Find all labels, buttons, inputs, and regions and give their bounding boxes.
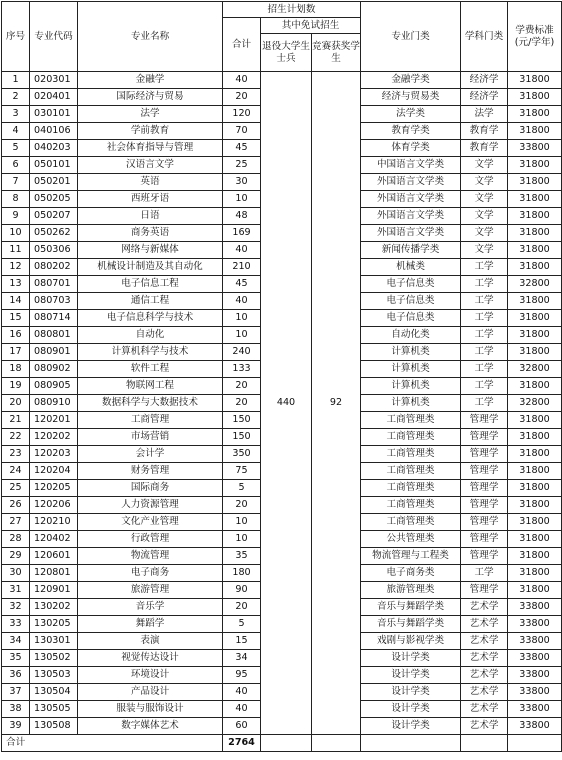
cell-name: 机械设计制造及其自动化 xyxy=(78,259,223,276)
cell-code: 130205 xyxy=(30,616,78,633)
header-fee: 学费标准(元/学年) xyxy=(508,2,562,72)
cell-total: 150 xyxy=(223,429,261,446)
cell-total: 20 xyxy=(223,395,261,412)
cell-total: 40 xyxy=(223,701,261,718)
cell-discipline: 管理学 xyxy=(461,497,508,514)
cell-name: 物联网工程 xyxy=(78,378,223,395)
cell-name: 国际经济与贸易 xyxy=(78,89,223,106)
header-category: 专业门类 xyxy=(361,2,461,72)
cell-total: 120 xyxy=(223,106,261,123)
cell-name: 英语 xyxy=(78,174,223,191)
cell-seq: 24 xyxy=(2,463,30,480)
cell-name: 网络与新媒体 xyxy=(78,242,223,259)
cell-fee: 31800 xyxy=(508,480,562,497)
cell-total: 240 xyxy=(223,344,261,361)
cell-seq: 19 xyxy=(2,378,30,395)
cell-category: 经济与贸易类 xyxy=(361,89,461,106)
cell-seq: 38 xyxy=(2,701,30,718)
cell-discipline: 法学 xyxy=(461,106,508,123)
cell-seq: 9 xyxy=(2,208,30,225)
cell-name: 西班牙语 xyxy=(78,191,223,208)
cell-discipline: 文学 xyxy=(461,174,508,191)
cell-seq: 27 xyxy=(2,514,30,531)
cell-seq: 5 xyxy=(2,140,30,157)
cell-name: 文化产业管理 xyxy=(78,514,223,531)
cell-category: 工商管理类 xyxy=(361,463,461,480)
cell-name: 国际商务 xyxy=(78,480,223,497)
cell-discipline: 管理学 xyxy=(461,429,508,446)
cell-seq: 15 xyxy=(2,310,30,327)
cell-seq: 34 xyxy=(2,633,30,650)
cell-category: 电子商务类 xyxy=(361,565,461,582)
cell-category: 戏剧与影视学类 xyxy=(361,633,461,650)
cell-fee: 33800 xyxy=(508,633,562,650)
cell-code: 080703 xyxy=(30,293,78,310)
cell-category: 电子信息类 xyxy=(361,310,461,327)
cell-code: 050201 xyxy=(30,174,78,191)
cell-category: 工商管理类 xyxy=(361,514,461,531)
cell-code: 080701 xyxy=(30,276,78,293)
cell-seq: 22 xyxy=(2,429,30,446)
cell-fee: 33800 xyxy=(508,701,562,718)
cell-fee: 31800 xyxy=(508,72,562,89)
cell-fee: 31800 xyxy=(508,412,562,429)
header-name: 专业名称 xyxy=(78,2,223,72)
cell-discipline: 文学 xyxy=(461,242,508,259)
cell-code: 050306 xyxy=(30,242,78,259)
cell-seq: 31 xyxy=(2,582,30,599)
total-category-empty xyxy=(361,735,461,752)
cell-discipline: 文学 xyxy=(461,191,508,208)
cell-discipline: 艺术学 xyxy=(461,684,508,701)
cell-name: 电子信息工程 xyxy=(78,276,223,293)
cell-fee: 31800 xyxy=(508,327,562,344)
cell-code: 130202 xyxy=(30,599,78,616)
cell-seq: 36 xyxy=(2,667,30,684)
cell-fee: 31800 xyxy=(508,89,562,106)
cell-fee: 33800 xyxy=(508,684,562,701)
cell-name: 法学 xyxy=(78,106,223,123)
cell-discipline: 工学 xyxy=(461,259,508,276)
cell-code: 020301 xyxy=(30,72,78,89)
cell-total: 40 xyxy=(223,293,261,310)
cell-seq: 30 xyxy=(2,565,30,582)
cell-fee: 33800 xyxy=(508,718,562,735)
cell-total: 45 xyxy=(223,140,261,157)
header-exempt-group: 其中免试招生 xyxy=(261,18,361,34)
cell-fee: 31800 xyxy=(508,123,562,140)
cell-discipline: 工学 xyxy=(461,565,508,582)
header-seq: 序号 xyxy=(2,2,30,72)
cell-discipline: 管理学 xyxy=(461,582,508,599)
cell-seq: 7 xyxy=(2,174,30,191)
total-discipline-empty xyxy=(461,735,508,752)
cell-discipline: 工学 xyxy=(461,361,508,378)
cell-category: 工商管理类 xyxy=(361,497,461,514)
cell-total: 10 xyxy=(223,191,261,208)
cell-code: 120201 xyxy=(30,412,78,429)
cell-discipline: 艺术学 xyxy=(461,701,508,718)
cell-code: 080905 xyxy=(30,378,78,395)
cell-name: 视觉传达设计 xyxy=(78,650,223,667)
cell-total: 90 xyxy=(223,582,261,599)
cell-category: 计算机类 xyxy=(361,344,461,361)
cell-category: 公共管理类 xyxy=(361,531,461,548)
header-discipline: 学科门类 xyxy=(461,2,508,72)
cell-total: 48 xyxy=(223,208,261,225)
cell-name: 计算机科学与技术 xyxy=(78,344,223,361)
cell-code: 040106 xyxy=(30,123,78,140)
cell-name: 财务管理 xyxy=(78,463,223,480)
header-plan-group: 招生计划数 xyxy=(223,2,361,18)
cell-discipline: 管理学 xyxy=(461,531,508,548)
cell-fee: 32800 xyxy=(508,276,562,293)
cell-fee: 33800 xyxy=(508,616,562,633)
cell-total: 34 xyxy=(223,650,261,667)
cell-total: 133 xyxy=(223,361,261,378)
cell-code: 080202 xyxy=(30,259,78,276)
cell-code: 120210 xyxy=(30,514,78,531)
header-awardees: 竞赛获奖学生 xyxy=(312,34,361,72)
cell-total: 40 xyxy=(223,242,261,259)
cell-code: 130508 xyxy=(30,718,78,735)
cell-name: 人力资源管理 xyxy=(78,497,223,514)
cell-discipline: 管理学 xyxy=(461,412,508,429)
cell-name: 物流管理 xyxy=(78,548,223,565)
cell-name: 社会体育指导与管理 xyxy=(78,140,223,157)
cell-category: 新闻传播学类 xyxy=(361,242,461,259)
cell-total: 15 xyxy=(223,633,261,650)
cell-category: 金融学类 xyxy=(361,72,461,89)
cell-discipline: 管理学 xyxy=(461,514,508,531)
cell-discipline: 文学 xyxy=(461,225,508,242)
cell-total: 45 xyxy=(223,276,261,293)
cell-total: 10 xyxy=(223,327,261,344)
cell-code: 080801 xyxy=(30,327,78,344)
cell-discipline: 经济学 xyxy=(461,72,508,89)
cell-name: 服装与服饰设计 xyxy=(78,701,223,718)
cell-discipline: 工学 xyxy=(461,378,508,395)
cell-name: 舞蹈学 xyxy=(78,616,223,633)
cell-total: 30 xyxy=(223,174,261,191)
cell-seq: 8 xyxy=(2,191,30,208)
cell-fee: 31800 xyxy=(508,225,562,242)
cell-code: 050101 xyxy=(30,157,78,174)
cell-awardees-merged: 92 xyxy=(312,72,361,735)
cell-category: 物流管理与工程类 xyxy=(361,548,461,565)
cell-fee: 33800 xyxy=(508,650,562,667)
cell-discipline: 管理学 xyxy=(461,480,508,497)
cell-category: 电子信息类 xyxy=(361,276,461,293)
cell-seq: 10 xyxy=(2,225,30,242)
cell-total: 20 xyxy=(223,378,261,395)
cell-fee: 31800 xyxy=(508,310,562,327)
cell-name: 软件工程 xyxy=(78,361,223,378)
cell-discipline: 艺术学 xyxy=(461,616,508,633)
cell-seq: 18 xyxy=(2,361,30,378)
cell-name: 通信工程 xyxy=(78,293,223,310)
cell-name: 市场营销 xyxy=(78,429,223,446)
cell-seq: 2 xyxy=(2,89,30,106)
cell-seq: 33 xyxy=(2,616,30,633)
cell-fee: 31800 xyxy=(508,463,562,480)
total-label: 合计 xyxy=(2,735,223,752)
cell-category: 工商管理类 xyxy=(361,446,461,463)
cell-code: 120206 xyxy=(30,497,78,514)
cell-code: 130301 xyxy=(30,633,78,650)
cell-seq: 11 xyxy=(2,242,30,259)
cell-seq: 21 xyxy=(2,412,30,429)
cell-name: 电子信息科学与技术 xyxy=(78,310,223,327)
cell-name: 产品设计 xyxy=(78,684,223,701)
cell-discipline: 工学 xyxy=(461,327,508,344)
cell-code: 120203 xyxy=(30,446,78,463)
cell-category: 中国语言文学类 xyxy=(361,157,461,174)
cell-code: 080902 xyxy=(30,361,78,378)
cell-category: 工商管理类 xyxy=(361,429,461,446)
cell-discipline: 工学 xyxy=(461,276,508,293)
cell-total: 60 xyxy=(223,718,261,735)
table-body xyxy=(2,72,562,735)
cell-discipline: 艺术学 xyxy=(461,633,508,650)
cell-total: 5 xyxy=(223,616,261,633)
cell-seq: 26 xyxy=(2,497,30,514)
header-code: 专业代码 xyxy=(30,2,78,72)
cell-name: 数据科学与大数据技术 xyxy=(78,395,223,412)
cell-discipline: 教育学 xyxy=(461,140,508,157)
cell-name: 环境设计 xyxy=(78,667,223,684)
cell-code: 080901 xyxy=(30,344,78,361)
total-awardees-empty xyxy=(312,735,361,752)
cell-category: 外国语言文学类 xyxy=(361,208,461,225)
cell-total: 10 xyxy=(223,514,261,531)
cell-total: 350 xyxy=(223,446,261,463)
cell-code: 120204 xyxy=(30,463,78,480)
cell-seq: 25 xyxy=(2,480,30,497)
cell-seq: 37 xyxy=(2,684,30,701)
cell-category: 设计学类 xyxy=(361,718,461,735)
cell-category: 设计学类 xyxy=(361,684,461,701)
cell-code: 080910 xyxy=(30,395,78,412)
cell-fee: 31800 xyxy=(508,344,562,361)
cell-category: 电子信息类 xyxy=(361,293,461,310)
cell-code: 130505 xyxy=(30,701,78,718)
cell-category: 体育学类 xyxy=(361,140,461,157)
cell-fee: 33800 xyxy=(508,140,562,157)
cell-seq: 20 xyxy=(2,395,30,412)
cell-seq: 3 xyxy=(2,106,30,123)
cell-discipline: 管理学 xyxy=(461,463,508,480)
cell-name: 日语 xyxy=(78,208,223,225)
cell-seq: 39 xyxy=(2,718,30,735)
cell-fee: 31800 xyxy=(508,378,562,395)
cell-discipline: 文学 xyxy=(461,208,508,225)
cell-fee: 31800 xyxy=(508,208,562,225)
cell-discipline: 经济学 xyxy=(461,89,508,106)
cell-discipline: 艺术学 xyxy=(461,599,508,616)
cell-category: 设计学类 xyxy=(361,701,461,718)
cell-seq: 16 xyxy=(2,327,30,344)
cell-category: 音乐与舞蹈学类 xyxy=(361,599,461,616)
cell-total: 180 xyxy=(223,565,261,582)
cell-code: 030101 xyxy=(30,106,78,123)
cell-total: 169 xyxy=(223,225,261,242)
cell-category: 音乐与舞蹈学类 xyxy=(361,616,461,633)
cell-discipline: 工学 xyxy=(461,395,508,412)
cell-fee: 31800 xyxy=(508,106,562,123)
cell-total: 10 xyxy=(223,310,261,327)
cell-name: 旅游管理 xyxy=(78,582,223,599)
cell-name: 汉语言文学 xyxy=(78,157,223,174)
cell-category: 法学类 xyxy=(361,106,461,123)
cell-seq: 14 xyxy=(2,293,30,310)
cell-discipline: 管理学 xyxy=(461,446,508,463)
cell-name: 会计学 xyxy=(78,446,223,463)
cell-fee: 31800 xyxy=(508,293,562,310)
cell-fee: 31800 xyxy=(508,582,562,599)
cell-seq: 13 xyxy=(2,276,30,293)
cell-category: 设计学类 xyxy=(361,667,461,684)
cell-name: 数字媒体艺术 xyxy=(78,718,223,735)
cell-fee: 31800 xyxy=(508,191,562,208)
cell-fee: 33800 xyxy=(508,667,562,684)
table-row xyxy=(2,72,562,89)
cell-total: 5 xyxy=(223,480,261,497)
cell-seq: 32 xyxy=(2,599,30,616)
cell-category: 设计学类 xyxy=(361,650,461,667)
cell-fee: 31800 xyxy=(508,242,562,259)
cell-seq: 28 xyxy=(2,531,30,548)
cell-code: 130503 xyxy=(30,667,78,684)
cell-total: 40 xyxy=(223,72,261,89)
cell-code: 120202 xyxy=(30,429,78,446)
cell-code: 040203 xyxy=(30,140,78,157)
cell-category: 自动化类 xyxy=(361,327,461,344)
cell-seq: 12 xyxy=(2,259,30,276)
cell-fee: 31800 xyxy=(508,548,562,565)
cell-fee: 31800 xyxy=(508,497,562,514)
cell-discipline: 艺术学 xyxy=(461,667,508,684)
cell-fee: 31800 xyxy=(508,259,562,276)
cell-name: 金融学 xyxy=(78,72,223,89)
cell-code: 050205 xyxy=(30,191,78,208)
cell-discipline: 文学 xyxy=(461,157,508,174)
cell-discipline: 教育学 xyxy=(461,123,508,140)
cell-code: 120901 xyxy=(30,582,78,599)
cell-total: 150 xyxy=(223,412,261,429)
table-header xyxy=(2,2,562,72)
cell-code: 120205 xyxy=(30,480,78,497)
cell-fee: 32800 xyxy=(508,361,562,378)
enrollment-plan-table xyxy=(1,1,562,752)
cell-total: 20 xyxy=(223,89,261,106)
cell-code: 080714 xyxy=(30,310,78,327)
cell-total: 35 xyxy=(223,548,261,565)
cell-fee: 31800 xyxy=(508,429,562,446)
cell-category: 工商管理类 xyxy=(361,480,461,497)
cell-seq: 29 xyxy=(2,548,30,565)
cell-fee: 31800 xyxy=(508,157,562,174)
cell-seq: 6 xyxy=(2,157,30,174)
cell-discipline: 工学 xyxy=(461,310,508,327)
header-total: 合计 xyxy=(223,18,261,72)
cell-code: 120402 xyxy=(30,531,78,548)
cell-total: 25 xyxy=(223,157,261,174)
cell-code: 050207 xyxy=(30,208,78,225)
cell-total: 210 xyxy=(223,259,261,276)
cell-category: 外国语言文学类 xyxy=(361,191,461,208)
cell-veterans-merged: 440 xyxy=(261,72,312,735)
cell-name: 表演 xyxy=(78,633,223,650)
cell-fee: 31800 xyxy=(508,565,562,582)
cell-name: 商务英语 xyxy=(78,225,223,242)
cell-total: 95 xyxy=(223,667,261,684)
cell-code: 120801 xyxy=(30,565,78,582)
cell-seq: 35 xyxy=(2,650,30,667)
cell-category: 外国语言文学类 xyxy=(361,174,461,191)
cell-fee: 33800 xyxy=(508,599,562,616)
cell-category: 外国语言文学类 xyxy=(361,225,461,242)
cell-discipline: 管理学 xyxy=(461,548,508,565)
cell-fee: 31800 xyxy=(508,446,562,463)
cell-category: 计算机类 xyxy=(361,361,461,378)
cell-name: 学前教育 xyxy=(78,123,223,140)
cell-discipline: 艺术学 xyxy=(461,650,508,667)
cell-category: 机械类 xyxy=(361,259,461,276)
cell-total: 20 xyxy=(223,599,261,616)
cell-discipline: 艺术学 xyxy=(461,718,508,735)
cell-category: 计算机类 xyxy=(361,378,461,395)
cell-category: 旅游管理类 xyxy=(361,582,461,599)
cell-name: 自动化 xyxy=(78,327,223,344)
cell-seq: 23 xyxy=(2,446,30,463)
cell-name: 行政管理 xyxy=(78,531,223,548)
cell-fee: 32800 xyxy=(508,395,562,412)
cell-category: 教育学类 xyxy=(361,123,461,140)
cell-code: 130504 xyxy=(30,684,78,701)
cell-total: 70 xyxy=(223,123,261,140)
cell-fee: 31800 xyxy=(508,531,562,548)
header-veterans: 退役大学生士兵 xyxy=(261,34,312,72)
cell-code: 050262 xyxy=(30,225,78,242)
cell-discipline: 工学 xyxy=(461,344,508,361)
total-veterans-empty xyxy=(261,735,312,752)
cell-code: 130502 xyxy=(30,650,78,667)
cell-category: 工商管理类 xyxy=(361,412,461,429)
cell-category: 计算机类 xyxy=(361,395,461,412)
cell-code: 020401 xyxy=(30,89,78,106)
total-row xyxy=(2,735,562,752)
total-value: 2764 xyxy=(223,735,261,752)
total-fee-empty xyxy=(508,735,562,752)
cell-seq: 17 xyxy=(2,344,30,361)
cell-name: 电子商务 xyxy=(78,565,223,582)
cell-total: 75 xyxy=(223,463,261,480)
cell-total: 10 xyxy=(223,531,261,548)
cell-fee: 31800 xyxy=(508,174,562,191)
cell-fee: 31800 xyxy=(508,514,562,531)
cell-name: 工商管理 xyxy=(78,412,223,429)
cell-total: 20 xyxy=(223,497,261,514)
cell-seq: 4 xyxy=(2,123,30,140)
cell-total: 40 xyxy=(223,684,261,701)
cell-name: 音乐学 xyxy=(78,599,223,616)
cell-code: 120601 xyxy=(30,548,78,565)
cell-seq: 1 xyxy=(2,72,30,89)
cell-discipline: 工学 xyxy=(461,293,508,310)
